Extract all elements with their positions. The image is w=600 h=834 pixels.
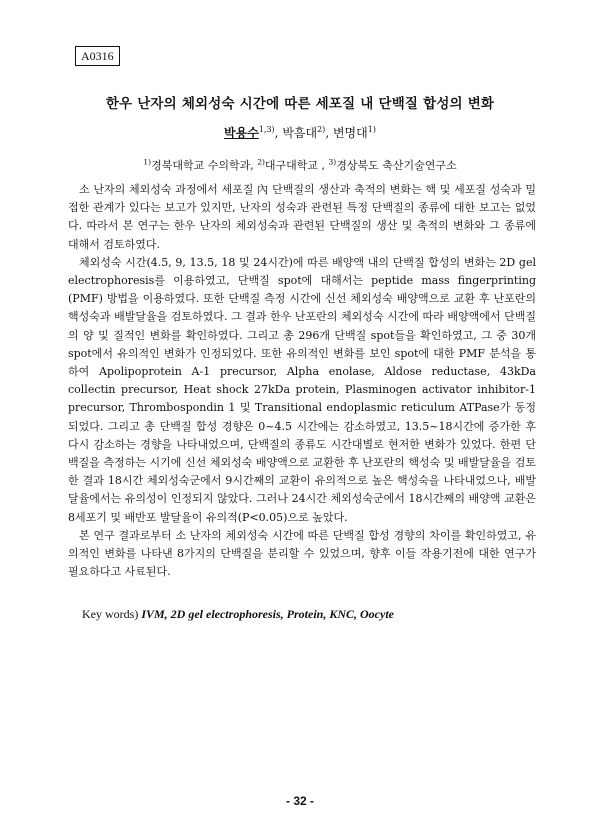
keywords-values: IVM, 2D gel electrophoresis, Protein, KNC, Oocyte	[141, 607, 394, 621]
affiliation-marker: 2)	[257, 157, 265, 167]
affiliation-name: 경상북도 축산기술연구소	[336, 159, 457, 172]
affiliation-marker: 1)	[143, 157, 152, 167]
author-separator: ,	[325, 126, 333, 140]
abstract-id-box: A0316	[75, 46, 120, 66]
abstract-paragraph: 소 난자의 체외성숙 과정에서 세포질 內 단백질의 생산과 축적의 변화는 핵 및 세포질 성숙과 밀접한 관계가 있다는 보고가 있지만, 난자의 성숙과 관련된 특정 단백질의 종류에 대한 보고는 없었다. 따라서 본 연구는 한우 난자의 체외성숙과 관련된 단백질의 생산 및 축적의 변화와 그 종류에 대해서 검토하였다.	[68, 183, 536, 251]
paper-title: 한우 난자의 체외성숙 시간에 따른 세포질 내 단백질 합성의 변화	[105, 96, 495, 112]
affiliation-line	[40, 157, 560, 173]
keywords-label: Key words)	[82, 607, 142, 621]
presenting-author: 박용수	[224, 126, 259, 140]
abstract-body	[68, 181, 536, 581]
author-line	[40, 124, 560, 141]
abstract-paragraph: 본 연구 결과로부터 소 난자의 체외성숙 시간에 따른 단백질 합성 경향의 차이를 확인하였고, 유의적인 변화를 나타낸 8가지의 단백질을 분리할 수 있었으며, 향후 이들 작용기전에 대한 연구가 필요하다고 사료된다.	[68, 528, 536, 579]
presenting-author-affil: 1,3)	[258, 125, 275, 134]
page-number: - 32 -	[285, 794, 314, 808]
affiliation-marker: 3)	[328, 157, 337, 167]
author-2: 박흠대	[282, 126, 318, 140]
author-separator: ,	[274, 126, 283, 140]
affiliation-name: 경북대학교 수의학과,	[151, 159, 258, 172]
author-3: 변명대	[332, 126, 368, 140]
abstract-paragraph: 체외성숙 시간(4.5, 9, 13.5, 18 및 24시간)에 따른 배양액 내의 단백질 합성의 변화는 2D gel electrophoresis를 이용하였고, 단백질 spot에 대해서는 peptide mass fingerprinting (PMF) 방법을 이용하였다. 또한 단백질 측정 시간에 신선 체외성숙 배양액으로 교환 후 난포란의 핵성숙과 배발달율을 검토하였다. 그 결과 한우 난포란의 체외성숙 시간에 따라 배양액에서 단백질의 양 및 질적인 변화를 확인하였다. 그리고 총 296개 단백질 spot들을 확인하였고, 그 중 30개 spot에서 유의적인 변화가 인정되었다. 또한 유의적인 변화를 보인 spot에 대한 PMF 분석을 통하여 Apolipoprotein A-1 precursor, Alpha enolase, Aldose reductase, 43kDa collectin precursor, Heat shock 27kDa protein, Plasminogen activator inhibitor-1 precursor, Thrombospondin 1 및 Transitional endoplasmic reticulum ATPase가 동정되었다. 그리고 총 단백질 합성 경향은 0~4.5 시간에는 감소하였고, 13.5~18시간에 증가한 후 다시 감소하는 경향을 나타내었으며, 단백질의 종류도 시간대별로 현저한 변화가 있었다. 한편 단백질을 측정하는 시기에 신선 체외성숙 배양액으로 교환한 후 난포란의 핵성숙 및 배발달율을 검토한 결과 18시간 체외성숙군에서 9시간째의 교환이 유의적으로 높은 핵성숙을 나타내었으나, 배발달율에서는 유의성이 인정되지 않았다. 그러나 24시간 체외성숙군에서 18시간째의 배양액 교환은 8세포기 및 배반포 발달율이 유의적(P<0.05)으로 높았다.	[68, 255, 536, 524]
author-2-affil: 2)	[317, 125, 326, 134]
author-3-affil: 1)	[367, 125, 376, 134]
affiliation-name: 대구대학교 ,	[264, 159, 329, 172]
keywords-line	[82, 607, 394, 622]
